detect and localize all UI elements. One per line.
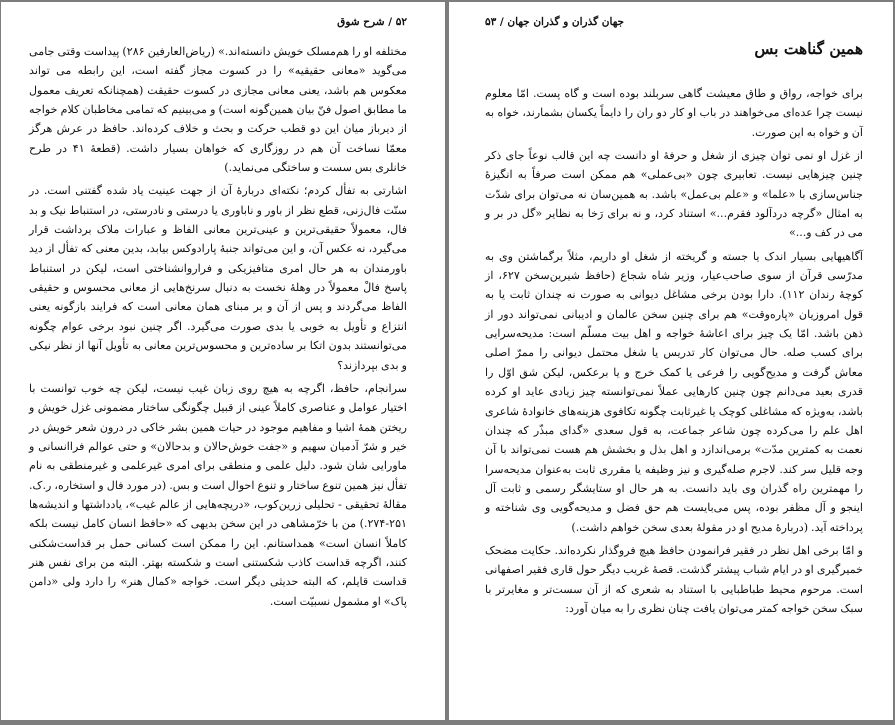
left-page-header — [29, 16, 407, 36]
left-page-body — [29, 42, 407, 611]
paragraph: برای خواجه، رواق و طاق معیشت گاهی سربلند بوده است و گاه پست. امّا معلوم نیست چرا عده‌ای می‌خواهند در باب او کار دو ران را دایماً یکسان بشمارند، خواه به آن و خواه به این صورت. — [485, 87, 863, 139]
right-page — [449, 2, 893, 720]
right-page-header — [485, 16, 863, 36]
left-page — [1, 2, 445, 720]
right-page-body — [485, 84, 863, 618]
paragraph: و امّا برخی اهل نظر در فقیر فرانمودن حافظ هیچ فروگذار نکرده‌اند. حکایت مضحک خمیرگیری او در ایام شباب پیشتر گذشت. قصهٔ غریب دیگر حول قاری فقیر اصفهانی است. مرحوم محیط طباطبایی با استناد به شعری که از آن سست‌تر و مغایرتر با سبک سخن خواجه کمتر می‌توان یافت چنان نظری را به میان آورد: — [485, 543, 863, 615]
paragraph: آگاهیهایی بسیار اندک یا جسته و گریخته از شغل او داریم، مثلاً برگماشتن وی به مدرّسی قرآن از سوی صاحب‌عیار، وزیر شاه شجاع (حافظ شیرین‌سخن ۶۲۷، از کوچهٔ رندان ۱۱۲). دارا بودن برخی مشاغل دیوانی به صورت نه چندان ثابت یا به قول امروزیان «پاره‌وقت» هم برای چنین سخن عالمان و ادیبانی نمی‌تواند دور از ذهن باشد. امّا یک چیز برای اعاشهٔ خواجه و اهل بیت مسلّم است: مدیحه‌سرایی برای کسب صله. حال می‌توان کار تدریس یا شغل محتمل دیوانی را ممرّ اصلی معاش گرفت و مدیح‌گویی را فرعی یا کمک خرج و یا برعکس، لیکن شق اوّل را قدری بعید می‌دانم چون چنین کارهایی عملاً نمی‌توانسته چیز زیادی عاید او کرده باشد، به‌ویژه که مشاغلی کوچک یا غیرثابت چگونه تکافوی هزینه‌های خانوادهٔ شاعری اهل علم را می‌کرده چون شاعر جماعت، به قول سعدی «گدای مبذّر که چندان نعمت به کمترین مدّت» برمی‌اندازد و اهل بذل و بخشش هم هست نمی‌تواند با آن وجه قلیل سر کند. لاجرم صله‌گیری و نیز وظیفه یا مقرری ثابت به‌عنوان مدیحه‌سرا را مهمترین راه گذران وی باید دانست. به هر حال او ستایشگر رسمی و ثابت آل اینجو و آل مظفر بوده، پس می‌بایست هم حق فضل و مدیحه‌گویی وی شناخته و پرداخته آید. (دربارهٔ مدیح او در مقولهٔ بعدی سخن خواهم داشت.) — [485, 249, 864, 534]
left-page-running-head: ۵۲ / شرح شوق — [337, 16, 407, 28]
section-title: همین گناهت بس — [754, 39, 863, 58]
right-page-running-head: جهان گذران و گذران جهان / ۵۳ — [485, 16, 625, 28]
paragraph: سرانجام، حافظ، اگرچه به هیچ روی زبان غیب نیست، لیکن چه خوب توانست با اختیار عوامل و عناصری کاملاً عینی از قبیل چگونگی ساختار مضمونی غزل خویش و ریختن همهٔ اشیا و مفاهیم موجود در حیات همین بشر خاکی در درون شعر خویش در خیر و شرّ آدمیان سهیم و «جفت خوش‌حالان و بدحالان» و حتی عوالم فراانسانی و ماورایی شان شود. دلیل علمی و منطقی برای امری غیرعلمی و غیرمنطقی به نام تفأل نیز همین تنوع ساختار و تنوع احوال است و بس. (در مورد فال و استخاره، ر.ک. مقالهٔ تحقیقی - تحلیلی زرین‌کوب، «دریچه‌هایی از عالم غیب»، یادداشتها و اندیشه‌ها ۲۵۱-۲۷۴.) من با خرّمشاهی در این سخن بدیهی که «حافظ انسان کامل نیست بلکه کاملاً انسان است» همداستانم. این را ممکن است کسانی حمل بر قداست‌شکنی کنند، اگرچه قداست کاذب شکستنی است و شکسته بهتر. البته من برای نفس هنر قداست قایلم، که البته حدیثی دیگر است. خواجه «کمال هنر» را دارد ولی «دامن پاک» او مشمول نسبیّت است. — [29, 381, 407, 608]
paragraph: از غزل او نمی توان چیزی از شغل و حرفهٔ او دانست چه این قالب نوعاً جای ذکر چنین چیزهایی نیست. تعابیری چون «بی‌عملی» هم ممکن است صرفاً به انگیزهٔ جناس‌سازی با «علما» و «علم بی‌عمل» باشد. به همین‌سان نه می‌توان برای شدّت به امثال «گرچه دردآلود فقرم...» استناد کرد، و نه برای رَخا به نظایر «گل در بر و می در کف و...» — [485, 149, 863, 240]
paragraph: اشارتی به تفأل کردم؛ نکته‌ای دربارهٔ آن از جهت عینیت یاد شده گفتنی است. در سنّت فال‌زنی، قطع نظر از باور و ناباوری یا درستی و نادرستی، در استنباط نیک و بد فال، معمولاً حقیقی‌ترین و عینی‌ترین معانی الفاظ و عبارات ملاک برداشت قرار می‌گیرد، نه عکس آن، و این می‌تواند جنبهٔ پارادوکس بیابد، بدین معنی که تفأل از دید باورمندان به هر حال امری متافیزیکی و فراروانشناختی است، لیکن در استنباط پاسخ فالْ معمولاً در وهلهٔ نخست به دنبال سرنخ‌هایی از معانی محسوس و حقیقی الفاظ می‌گردند و پس از آن و بر مبنای همان معانی است که فرایند بازگونه یعنی انتزاع و تأویل به خوبی یا بدی صورت می‌گیرد. اگر چنین نبود برخی عوام چگونه می‌توانستند بدون اتکا بر ساده‌ترین و محسوس‌ترین معانی به تأویل آنها از نظر نیکی و بدی بپردازند؟ — [29, 184, 407, 372]
paragraph: مختلفه او را هم‌مسلک خویش دانسته‌اند.» (ریاض‌العارفین ۲۸۶) پیداست وقتی جامی می‌گوید «معانی حقیقیه» را در کسوت مجاز گفته است، این رابطه می تواند معکوس هم باشد، یعنی معانی مجازی در کسوت حقیقت (همچنانکه تعریف معمول ما مطابق اصول فنّ بیان همین‌گونه است) و می‌بینیم که تمامی مخاطبان کلام خواجه از دیرباز میان این دو قطب حرکت و بحث و خلاف کرده‌اند. حافظ در عرش هرگز معمّا نساخت آن هم در روزگاری که خواهان بسیار داشت. (قطعهٔ ۴۱ در طرح خانلری بس سست و ساختگی می‌نماید.) — [29, 45, 407, 175]
